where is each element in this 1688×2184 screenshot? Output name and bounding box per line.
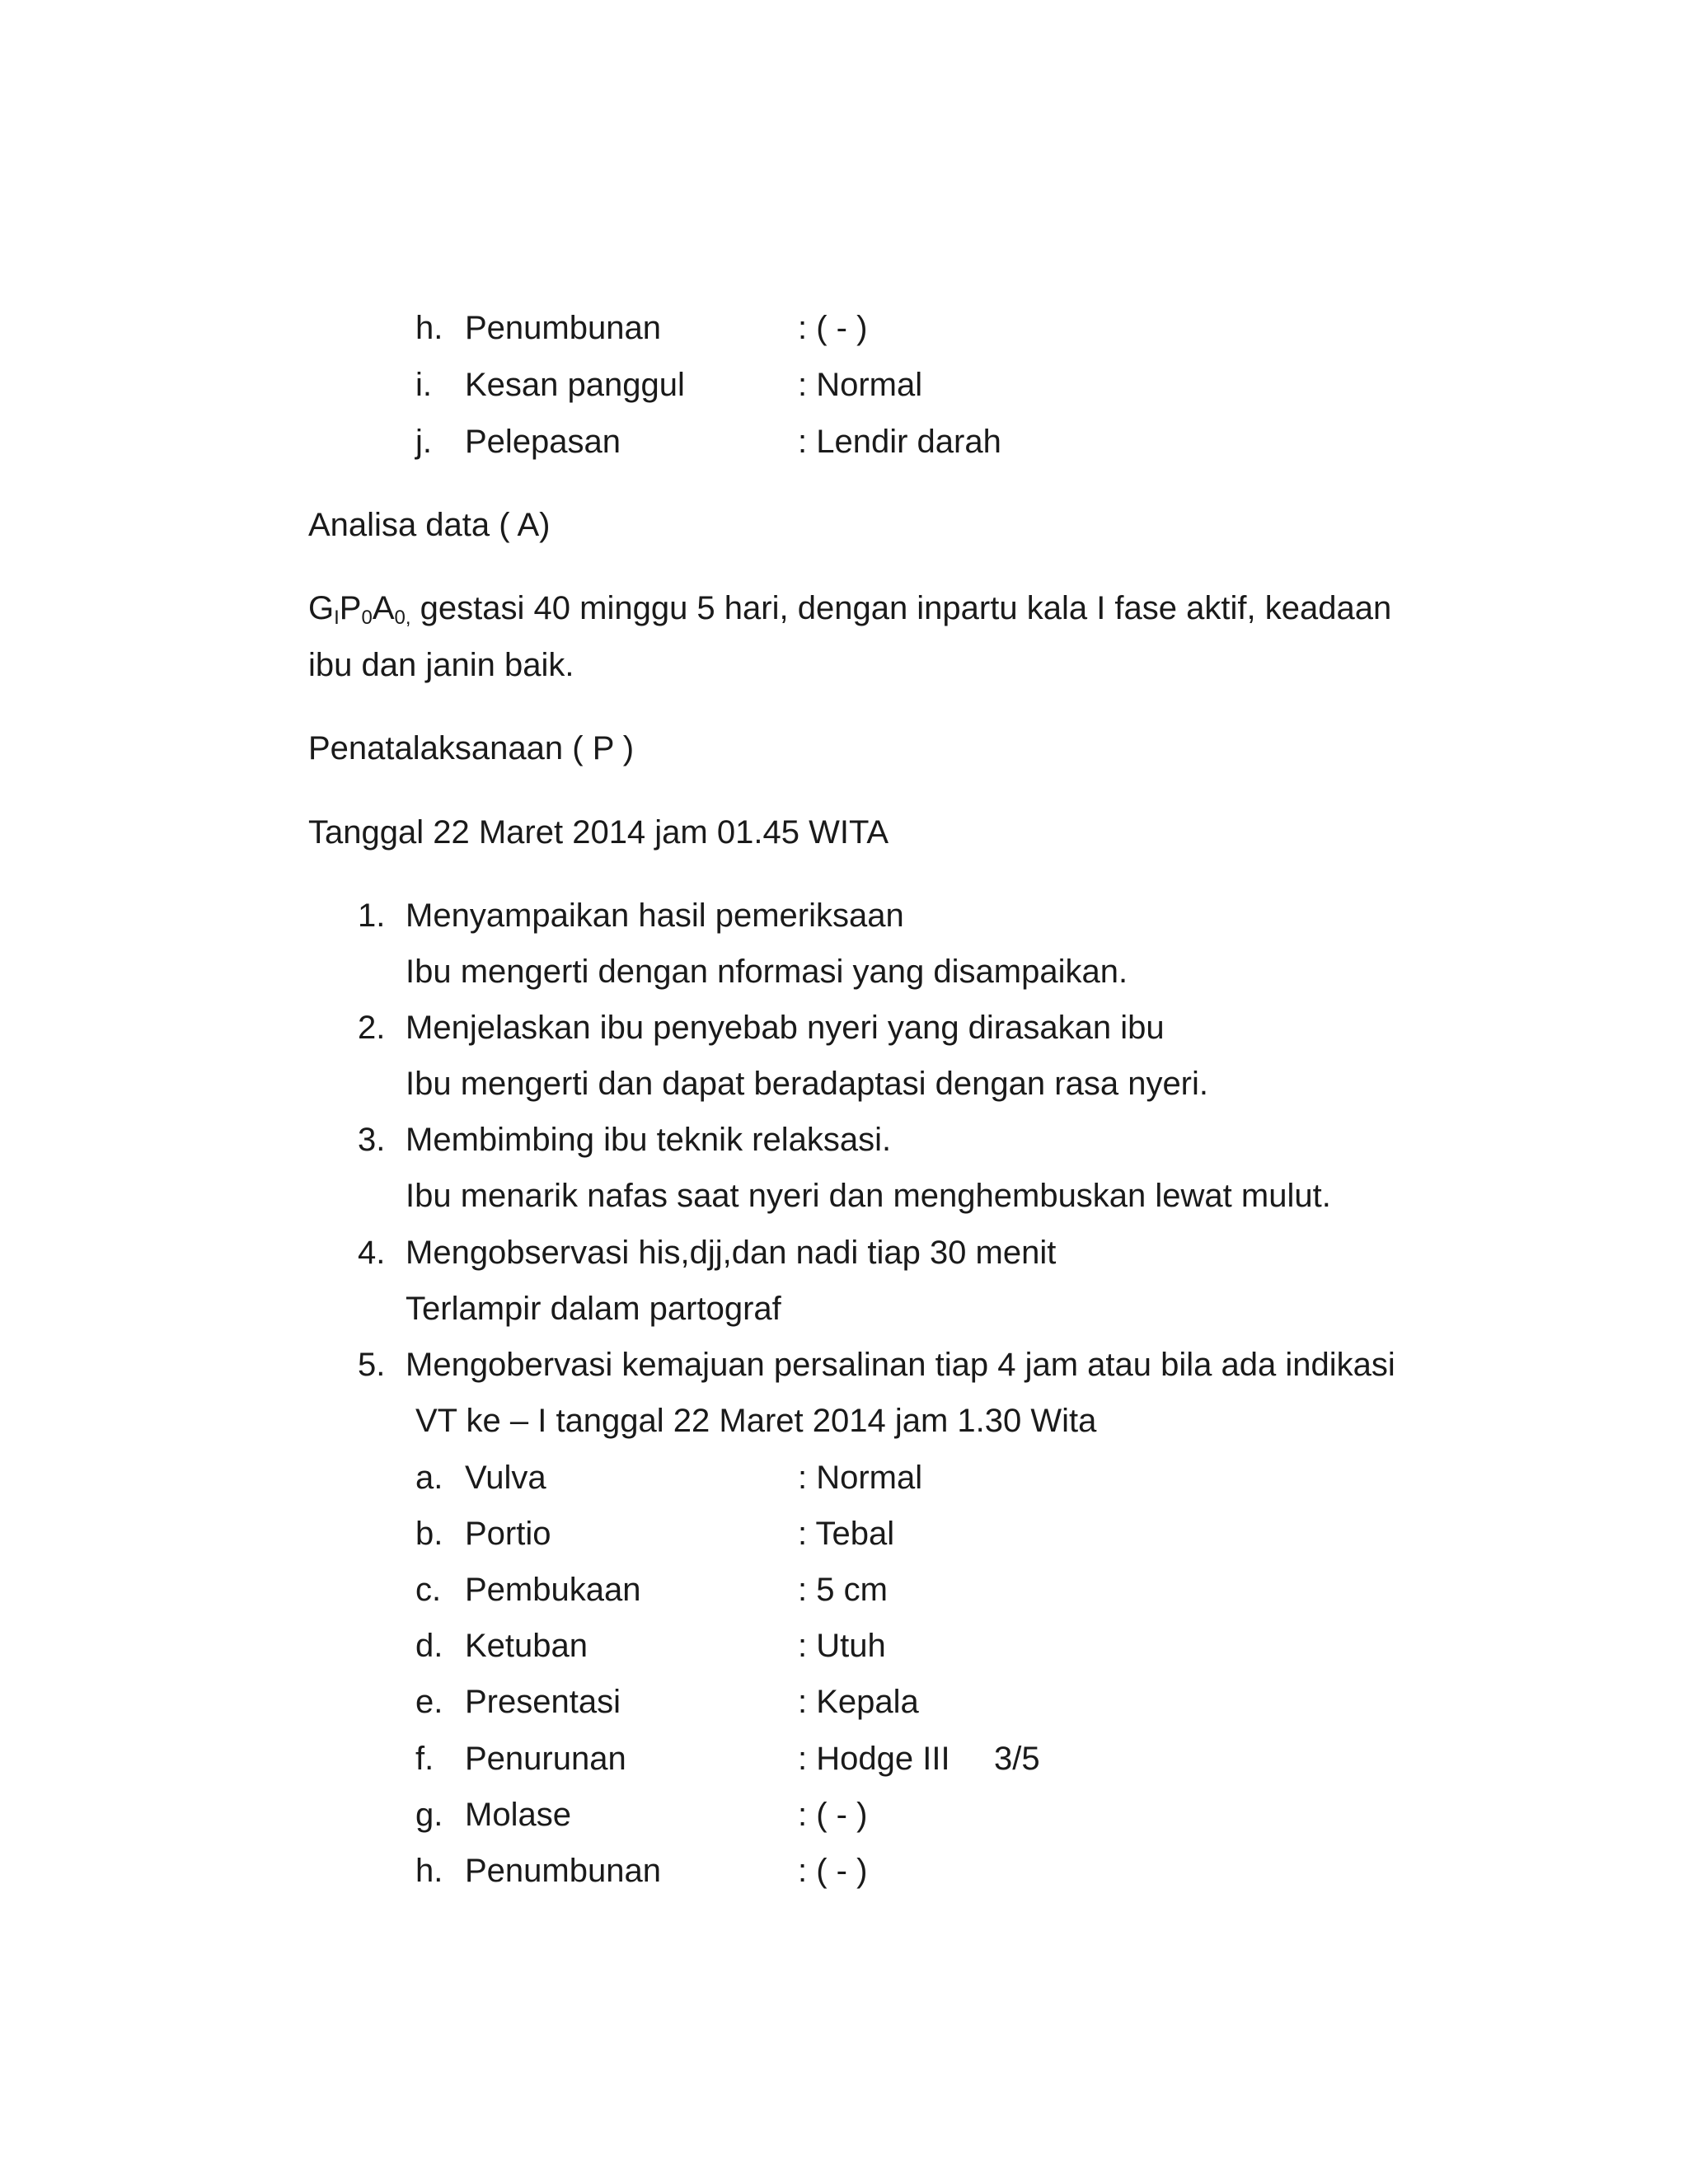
list-letter: h. [415, 1853, 443, 1889]
list-label: Presentasi [465, 1684, 621, 1720]
list-value: : ( - ) [798, 1853, 868, 1889]
list-letter: b. [415, 1516, 443, 1552]
list-label: Portio [465, 1516, 551, 1552]
plan-item-action: Membimbing ibu teknik relaksasi. [406, 1122, 892, 1158]
list-letter: h. [415, 310, 443, 346]
list-label: Kesan panggul [465, 367, 685, 403]
list-value: : 5 cm [798, 1572, 888, 1608]
plan-item-result: VT ke – I tanggal 22 Maret 2014 jam 1.30 Wita [415, 1403, 1097, 1439]
list-letter: a. [415, 1460, 443, 1496]
list-value: : Kepala [798, 1684, 919, 1720]
gpa-g-sub: I [334, 607, 340, 629]
list-label: Ketuban [465, 1628, 588, 1664]
list-value: : ( - ) [798, 1797, 868, 1833]
gpa-a: A [372, 590, 395, 626]
list-label: Pelepasan [465, 424, 621, 460]
analysis-text: gestasi 40 minggu 5 hari, dengan inpartu kala I fase aktif, keadaan [410, 590, 1392, 626]
list-label: Pembukaan [465, 1572, 641, 1608]
list-letter: d. [415, 1628, 443, 1664]
list-letter: e. [415, 1684, 443, 1720]
list-label: Penumbunan [465, 310, 661, 346]
list-letter: g. [415, 1797, 443, 1833]
plan-item-action: Mengobservasi his,djj,dan nadi tiap 30 menit [406, 1235, 1057, 1271]
plan-item-number: 4. [358, 1235, 386, 1271]
list-value: : Tebal [798, 1516, 895, 1552]
plan-item-result: Ibu mengerti dengan nformasi yang disampaikan. [406, 954, 1128, 990]
gpa-p-sub: 0 [361, 607, 373, 629]
gpa-p: P [339, 590, 362, 626]
list-letter: i. [415, 367, 432, 403]
plan-heading: Penatalaksanaan ( P ) [308, 730, 635, 766]
analysis-text-line2: ibu dan janin baik. [308, 647, 574, 683]
plan-date: Tanggal 22 Maret 2014 jam 01.45 WITA [308, 814, 889, 851]
plan-item-number: 1. [358, 898, 386, 934]
list-letter: j. [415, 424, 432, 460]
plan-item-result: Terlampir dalam partograf [406, 1291, 781, 1327]
plan-item-result: Ibu menarik nafas saat nyeri dan menghembuskan lewat mulut. [406, 1178, 1331, 1214]
list-value-extra: 3/5 [994, 1741, 1040, 1777]
list-label: Penurunan [465, 1741, 626, 1777]
gpa-g: G [308, 590, 335, 626]
plan-item-action: Mengobervasi kemajuan persalinan tiap 4 jam atau bila ada indikasi [406, 1347, 1395, 1383]
plan-item-number: 2. [358, 1010, 386, 1046]
list-label: Molase [465, 1797, 571, 1833]
list-value: : Normal [798, 367, 923, 403]
plan-item-action: Menjelaskan ibu penyebab nyeri yang dirasakan ibu [406, 1010, 1165, 1046]
list-value: : Normal [798, 1460, 923, 1496]
plan-item-action: Menyampaikan hasil pemeriksaan [406, 898, 904, 934]
list-label: Vulva [465, 1460, 546, 1496]
list-value: : ( - ) [798, 310, 868, 346]
gpa-a-sub: 0, [394, 607, 411, 629]
plan-item-number: 5. [358, 1347, 386, 1383]
list-label: Penumbunan [465, 1853, 661, 1889]
plan-item-result: Ibu mengerti dan dapat beradaptasi dengan rasa nyeri. [406, 1066, 1209, 1102]
analysis-heading: Analisa data ( A) [308, 507, 551, 543]
list-value: : Utuh [798, 1628, 886, 1664]
list-value: : Lendir darah [798, 424, 1001, 460]
list-letter: f. [415, 1741, 434, 1777]
plan-item-number: 3. [358, 1122, 386, 1158]
list-value: : Hodge III [798, 1741, 950, 1777]
list-letter: c. [415, 1572, 442, 1608]
analysis-text-line1 [308, 588, 1391, 638]
